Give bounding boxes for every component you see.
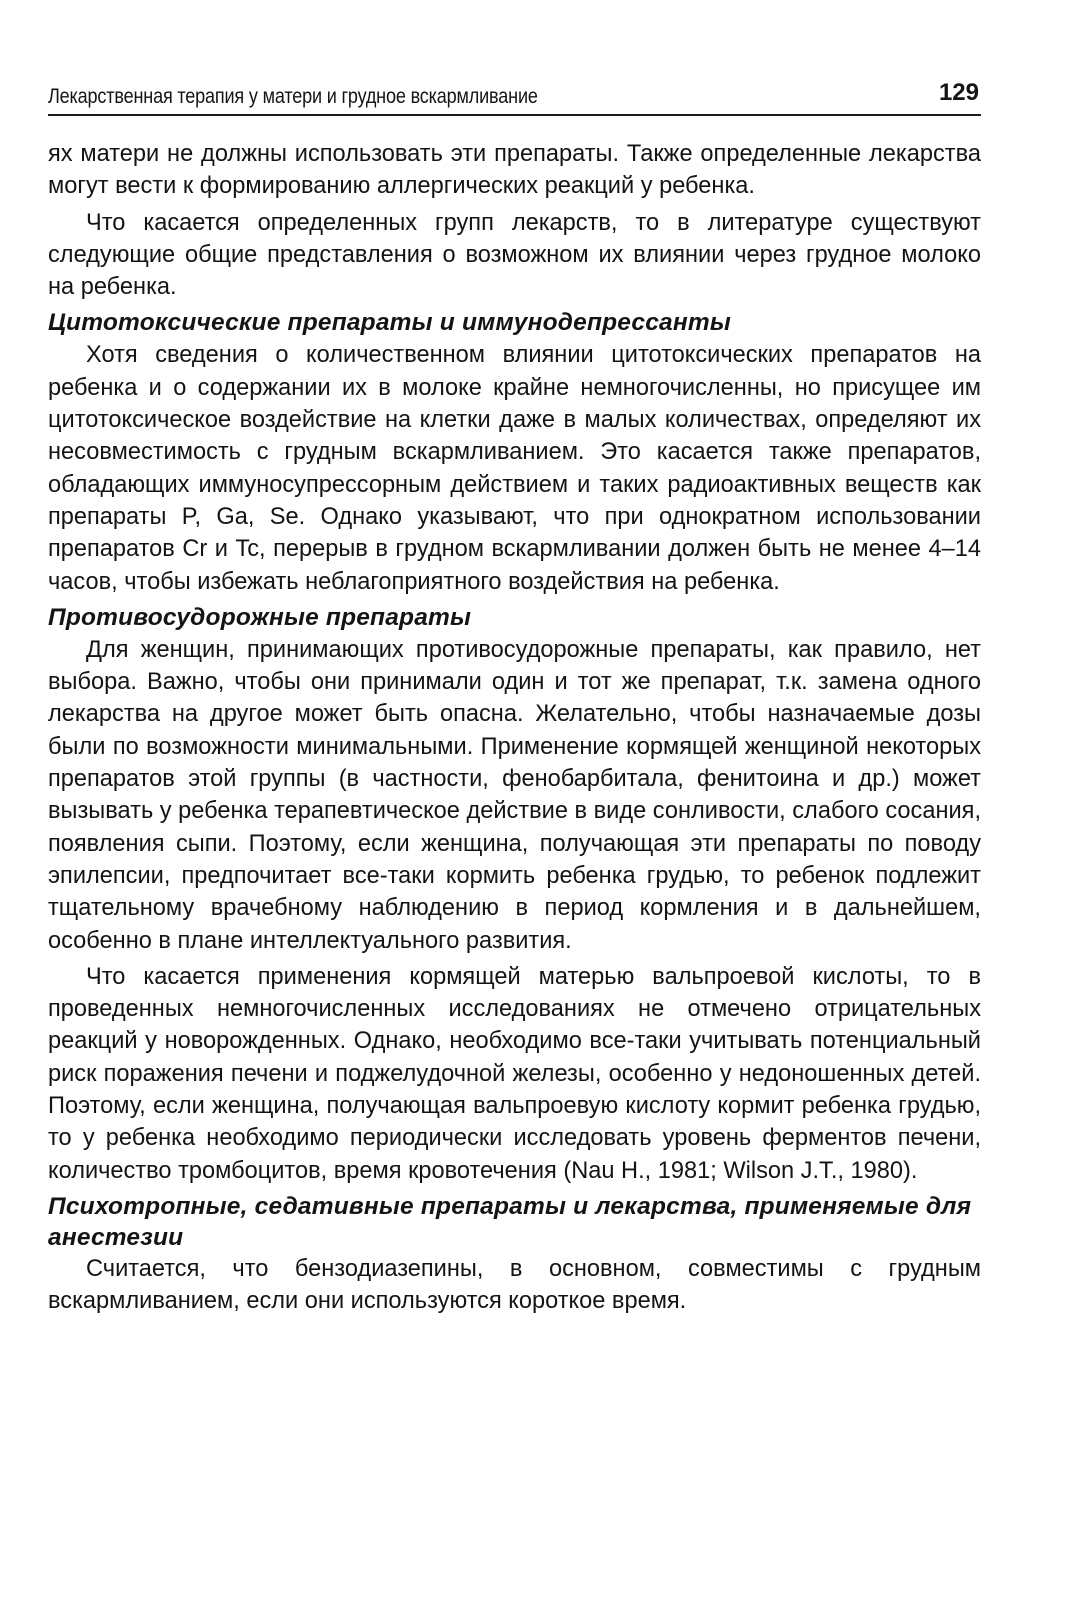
paragraph-cytotoxic: Хотя сведения о количественном влиянии цитотоксических препаратов на ребенка и о содержании их в молоке крайне немногочисленны, но присущее им цитотоксическое воздействие на клетки даже в малых количествах, определяют их несовместимость с грудным вскармливанием. Это касается также препаратов, обладающих иммуносупрессорным действием и таких радиоактивных веществ как препараты P, Ga, Se. Однако указывают, что при однократном использовании препаратов Cr и Tc, перерыв в грудном вскармливании должен быть не менее 4–14 часов, чтобы избежать неблагоприятного воздействия на ребенка. — [48, 342, 981, 595]
section-heading-anticonvulsants: Противосудорожные препараты — [48, 603, 472, 631]
paragraph-valproic-acid: Что касается применения кормящей матерью вальпроевой кислоты, то в проведенных немногочисленных исследованиях не отмечено отрицательных реакций у новорожденных. Однако, необходимо все-таки учитывать потенциальный риск поражения печени и поджелудочной железы, особенно у недоношенных детей. Поэтому, если женщина, получающая вальпроевую кислоту кормит ребенка грудью, то у ребенка необходимо периодически исследовать уровень ферментов печени, количество тромбоцитов, время кровотечения (Nau H., 1981; Wilson J.T., 1980). — [48, 963, 981, 1184]
paragraph-continuation: ях матери не должны использовать эти препараты. Также определенные лекарства могут вести к формированию аллергических реакций у ребенка. — [48, 141, 981, 200]
paragraph-anticonvulsants: Для женщин, принимающих противосудорожные препараты, как правило, нет выбора. Важно, чтобы они принимали один и тот же препарат, т.к. замена одного лекарства на другое может быть опасна. Желательно, чтобы назначаемые дозы были по возможности минимальными. Применение кормящей женщиной некоторых препаратов этой группы (в частности, фенобарбитала, фенитоина и др.) может вызывать у ребенка терапевтическое действие в виде сонливости, слабого сосания, появления сыпи. Поэтому, если женщина, получающая эти препараты по поводу эпилепсии, предпочитает все-таки кормить ребенка грудью, то ребенок подлежит тщательному врачебному наблюдению в период кормления и в дальнейшем, особенно в плане интеллектуального развития. — [48, 636, 981, 954]
running-title: Лекарственная терапия у матери и грудное вскармливание — [48, 85, 538, 108]
section-heading-psychotropic: Психотропные, седативные препараты и лекарства, применяемые для анестезии — [48, 1192, 972, 1251]
body-text — [48, 138, 981, 1322]
page-number: 129 — [938, 79, 979, 106]
running-header — [48, 70, 981, 116]
paragraph-drug-groups-intro: Что касается определенных групп лекарств, то в литературе существуют следующие общие представления о возможном их влиянии через грудное молоко на ребенка. — [48, 209, 981, 301]
book-page — [48, 0, 981, 1600]
paragraph-benzodiazepines: Считается, что бензодиазепины, в основном, совместимы с грудным вскармливанием, если они используются короткое время. — [48, 1255, 981, 1315]
section-heading-cytotoxic: Цитотоксические препараты и иммунодепрессанты — [48, 309, 731, 337]
